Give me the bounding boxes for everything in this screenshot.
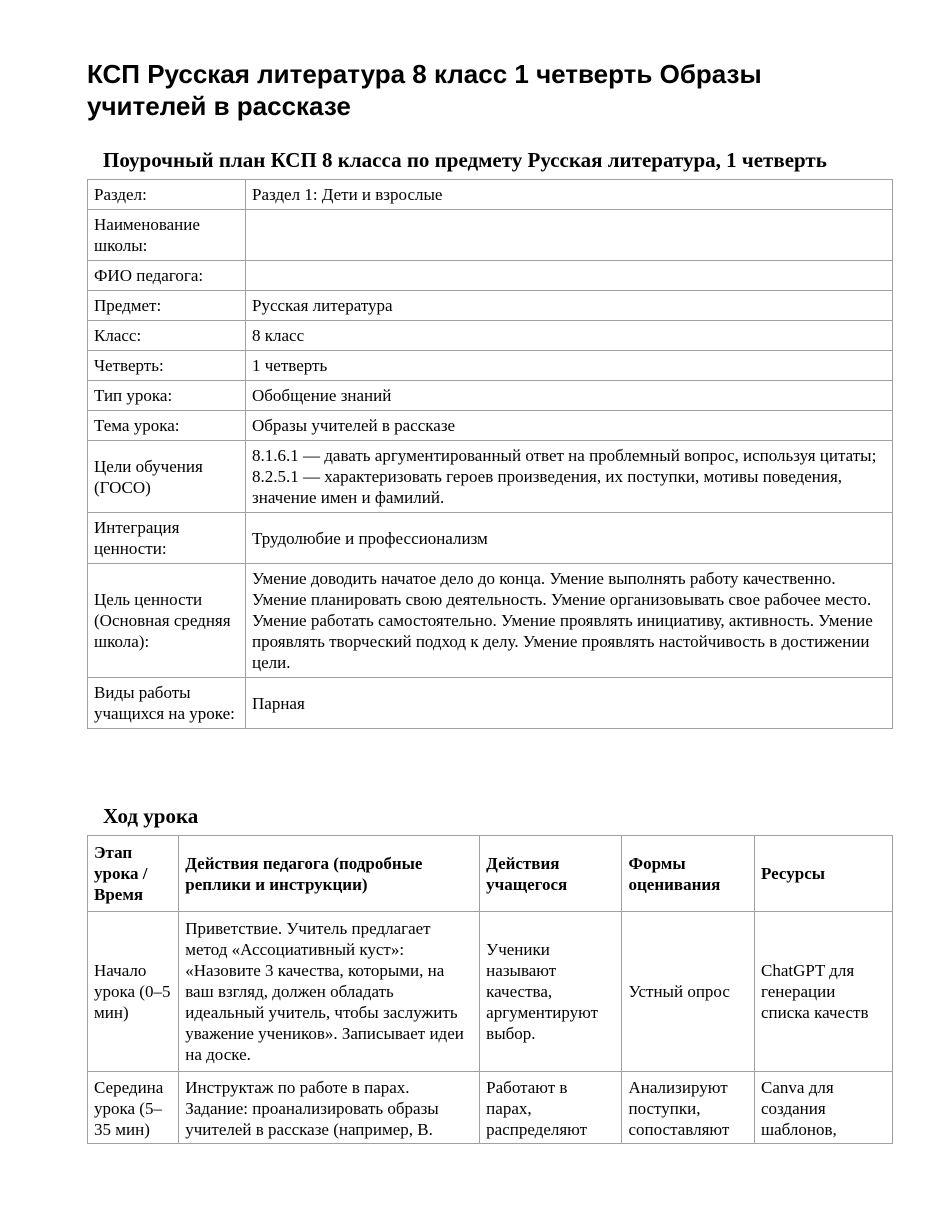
header-student-actions: Действия учащегося <box>480 836 622 912</box>
info-value: Русская литература <box>246 291 893 321</box>
info-key: Цели обучения (ГОСО) <box>88 441 246 513</box>
table-row <box>88 912 893 1072</box>
cell-resources: Canva для создания шаблонов, <box>755 1072 893 1144</box>
table-header-row <box>88 836 893 912</box>
info-key: Тема урока: <box>88 411 246 441</box>
lesson-info-table <box>87 179 893 729</box>
cell-assessment: Анализируют поступки, сопоставляют <box>622 1072 755 1144</box>
info-row <box>88 261 893 291</box>
info-row <box>88 441 893 513</box>
info-row <box>88 678 893 729</box>
plan-heading: Поурочный план КСП 8 класса по предмету Русская литература, 1 четверть <box>103 148 827 172</box>
info-value <box>246 210 893 261</box>
table-row <box>88 1072 893 1144</box>
info-key: ФИО педагога: <box>88 261 246 291</box>
info-value <box>246 261 893 291</box>
info-value: Образы учителей в рассказе <box>246 411 893 441</box>
info-key: Раздел: <box>88 180 246 210</box>
header-assessment: Формы оценивания <box>622 836 755 912</box>
info-value: Умение доводить начатое дело до конца. Умение выполнять работу качественно. Умение планировать свою деятельность. Умение организовывать свое рабочее место. Умение работать самостоятельно. Умение проявлять инициативу, активность. Умение проявлять творческий подход к делу. Умение проявлять настойчивость в достижении цели. <box>246 564 893 678</box>
info-value: Трудолюбие и профессионализм <box>246 513 893 564</box>
header-resources: Ресурсы <box>755 836 893 912</box>
cell-resources: ChatGPT для генерации списка качеств <box>755 912 893 1072</box>
info-value: 1 четверть <box>246 351 893 381</box>
progress-heading: Ход урока <box>103 804 199 828</box>
info-key: Класс: <box>88 321 246 351</box>
info-row <box>88 381 893 411</box>
info-key: Четверть: <box>88 351 246 381</box>
document-title: КСП Русская литература 8 класс 1 четверть Образы учителей в рассказе <box>87 59 762 121</box>
cell-teacher-actions: Приветствие. Учитель предлагает метод «Ассоциативный куст»: «Назовите 3 качества, которыми, на ваш взгляд, должен обладать идеальный учитель, чтобы заслужить уважение учеников». Записывает идеи на доске. <box>179 912 480 1072</box>
info-value: Парная <box>246 678 893 729</box>
info-row <box>88 321 893 351</box>
info-value: 8 класс <box>246 321 893 351</box>
info-key: Виды работы учащихся на уроке: <box>88 678 246 729</box>
info-row <box>88 411 893 441</box>
cell-assessment: Устный опрос <box>622 912 755 1072</box>
cell-stage: Начало урока (0–5 мин) <box>88 912 179 1072</box>
info-key: Цель ценности (Основная средняя школа): <box>88 564 246 678</box>
info-row <box>88 291 893 321</box>
lesson-progress-table <box>87 835 893 1144</box>
info-row <box>88 564 893 678</box>
info-value: 8.1.6.1 — давать аргументированный ответ на проблемный вопрос, используя цитаты; 8.2.5.1 — характеризовать героев произведения, их поступки, мотивы поведения, значение имен и фамилий. <box>246 441 893 513</box>
info-value: Раздел 1: Дети и взрослые <box>246 180 893 210</box>
info-row <box>88 351 893 381</box>
info-key: Наименование школы: <box>88 210 246 261</box>
cell-student-actions: Ученики называют качества, аргументируют выбор. <box>480 912 622 1072</box>
header-teacher-actions: Действия педагога (подробные реплики и инструкции) <box>179 836 480 912</box>
info-key: Тип урока: <box>88 381 246 411</box>
info-row <box>88 180 893 210</box>
info-row <box>88 210 893 261</box>
cell-teacher-actions: Инструктаж по работе в парах. Задание: проанализировать образы учителей в рассказе (например, В. <box>179 1072 480 1144</box>
info-row <box>88 513 893 564</box>
info-value: Обобщение знаний <box>246 381 893 411</box>
header-stage: Этап урока / Время <box>88 836 179 912</box>
cell-student-actions: Работают в парах, распределяют <box>480 1072 622 1144</box>
info-key: Интеграция ценности: <box>88 513 246 564</box>
cell-stage: Середина урока (5–35 мин) <box>88 1072 179 1144</box>
info-key: Предмет: <box>88 291 246 321</box>
